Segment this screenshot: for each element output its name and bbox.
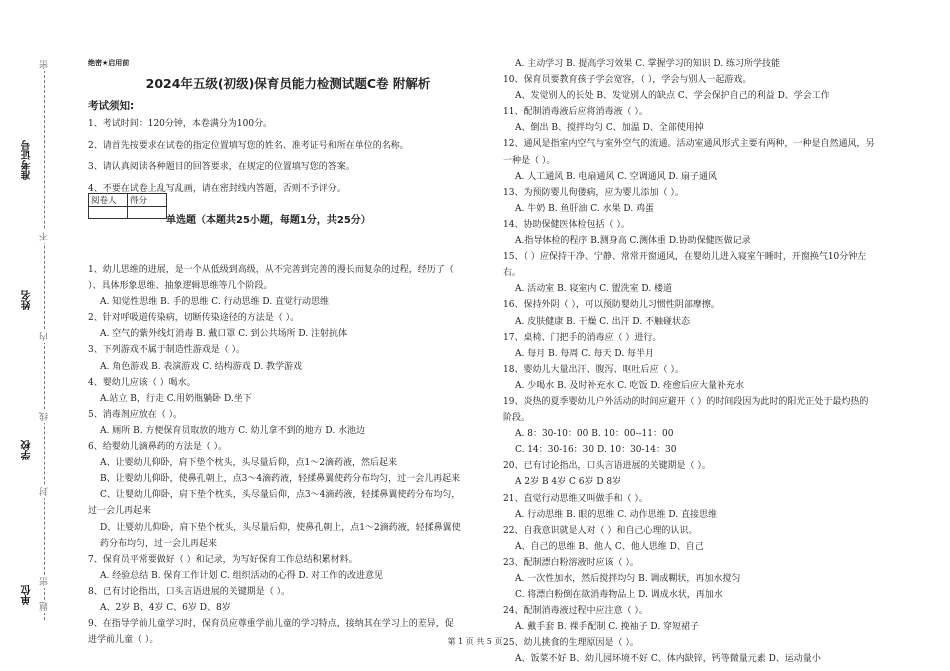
page-footer: 第 1 页 共 5 页 [447,637,503,646]
question-text: 阶段。 [503,413,531,424]
question-text: 过一会儿再起来 [88,506,152,517]
question-option: A. 戴手套 B. 裸手配制 C. 挽袖子 D. 穿短裙子 [515,622,700,633]
question-option: A、2岁 B、4岁 C、6岁 D、8岁 [100,602,231,613]
question-option: A、倒出 B、搅拌均匀 C、加温 D、全部使用掉 [515,123,704,134]
question-option: A 2岁 B 4岁 C 6岁 D 8岁 [515,477,622,488]
notice-item: 3、请认真阅读各种题目的回答要求，在规定的位置填写您的答案。 [88,162,355,172]
question-option: C、让婴幼儿仰卧，肩下垫个枕头，头尽量后仰，点3～4滴药液，轻揉鼻翼使药分布均匀， [100,490,461,501]
question-option: C. 14：30-16：30 D. 10：30-14：30 [515,445,677,456]
question-text: 13、为预防婴儿佝偻病，应为婴儿添加（ ）。 [503,187,684,198]
question-option: A. 人工通风 B. 电扇通风 C. 空调通风 D. 扇子通风 [515,171,718,182]
question-option: A.指导体检的程序 B.测身高 C.测体重 D.协助保健医做记录 [515,236,751,247]
question-option: C. 将漂白粉倒在欲消毒物品上 D. 调成水状，再加水 [515,590,723,601]
score-table [88,193,167,219]
question-text: 10、保育员要教育孩子学会宽容，（ ），学会与别人一起游戏。 [503,75,752,86]
question-text: 一种是（ ）。 [503,155,556,166]
question-text: 9、在指导学前儿童学习时，保育员应尊重学前儿童的学习特点，接纳其在学习上的差异，促 [88,619,454,630]
notice-item: 2、请首先按要求在试卷的指定位置填写您的姓名、准考证号和所在单位的名称。 [88,140,409,151]
question-text: 22、自我意识就是人对（ ）和自己心理的认识。 [503,525,698,536]
question-option: A、让婴幼儿仰卧，肩下垫个枕头，头尽量后仰，点1～2滴药液，然后起来 [100,458,397,469]
question-option: A. 皮肤健康 B. 干燥 C. 出汗 D. 不触碰状态 [515,316,691,327]
question-option: A、饭菜不好 B、幼儿园环境不好 C、体内缺锌，钙等微量元素 D、运动量小 [515,654,821,665]
question-text: 17、桌椅、门把手的消毒应（ ）进行。 [503,332,662,343]
question-text: 25、幼儿挑食的生理原因是（ ）。 [503,638,639,649]
seal-mark: 内 [40,332,50,341]
question-option: A. 空气的紫外线灯消毒 B. 戴口罩 C. 到公共场所 D. 注射抗体 [100,329,348,340]
left-question-column [88,262,488,648]
question-option: A. 少喝水 B. 及时补充水 C. 吃饭 D. 痊愈后应大量补充水 [515,380,745,391]
question-text: 20、已有讨论指出，口头言语进展的关键期是（ ）。 [503,461,711,472]
secret-label: 绝密★启用前 [88,59,130,67]
page-title: 2024年五级(初级)保育员能力检测试题C卷 附解析 [145,76,431,91]
right-question-column [503,56,935,668]
question-text: 8、已有讨论指出，口头言语进展的关键期是（ ）。 [88,586,291,597]
question-text: 6、给婴幼儿滴鼻药的方法是（ ）。 [88,442,228,453]
question-option: A. 行动思维 B. 眼的思维 C. 动作思维 D. 直接思维 [515,509,718,520]
question-text: ）、具体形象思维、抽象逻辑思维等几个阶段。 [88,281,273,292]
question-option: A. 经验总结 B. 保育工作计划 C. 组织活动的心得 D. 对工作的改进意见 [100,570,384,581]
label-unit: 单位 [22,585,33,605]
notice-item: 1、考试时间：120分钟，本卷满分为100分。 [88,119,273,129]
seal-mark: 不 [40,232,50,241]
grader-cell: 阅卷人 [89,194,128,207]
question-option: A. 角色游戏 B. 表演游戏 C. 结构游戏 D. 教学游戏 [100,361,303,372]
seal-mark: 线 [40,412,50,421]
question-option: B、让婴幼儿仰卧，使鼻孔朝上，点3～4滴药液，轻揉鼻翼使药分布均匀，过一会儿再起来 [100,474,461,485]
score-cell: 得分 [128,194,167,207]
question-text: 16、保持外阴（ ），可以预防婴幼儿习惯性阴部摩擦。 [503,300,720,311]
notice-item: 4、不要在试卷上乱写乱画，请在密封线内答题，否则不予评分。 [88,183,346,194]
question-text: 进学前儿童（ ）。 [88,635,159,646]
question-text: 2、针对呼吸道传染病，切断传染途径的方法是（ ）。 [88,313,300,324]
question-text: 1、幼儿思维的进展，是一个从低级到高级，从不完善到完善的漫长而复杂的过程，经历了（ [88,265,454,275]
question-option: A. 牛奶 B. 鱼肝油 C. 水果 D. 鸡蛋 [515,203,655,214]
question-option: A.站立 B，行走 C.用奶瓶躺卧 D.坐下 [100,393,252,404]
question-option: D、让婴幼儿仰卧，肩下垫个枕头，头尽量后仰，使鼻孔朝上，点1～2滴药液，轻揉鼻翼使 [100,522,461,533]
question-option: A. 厕所 B. 方便保育员取放的地方 C. 幼儿拿不到的地方 D. 水池边 [100,425,366,436]
question-option: A. 一次性加水，然后搅拌均匀 B. 调成糊状，再加水搅匀 [515,574,741,584]
question-text: 11、配制消毒液后应将消毒液（ ）。 [503,107,648,118]
grader-input-cell[interactable] [89,207,128,219]
seal-mark: 封 [40,487,50,496]
question-option: A. 8：30-10：00 B. 10：00--11：00 [515,429,674,440]
question-option: A. 主动学习 B. 提高学习效果 C. 掌握学习的知识 D. 练习所学技能 [515,59,781,69]
question-text: 3、下列游戏不属于制造性游戏是（ ）。 [88,345,246,356]
seal-mark: 密 [40,577,50,586]
question-text: 19、炎热的夏季婴幼儿户外活动的时间应避开（ ）的时间段因为此时的阳光正处于最灼热的 [503,396,869,407]
question-option: 药分布均匀，过一会儿再起来 [100,538,218,549]
question-option: A. 每月 B. 每周 C. 每天 D. 每半月 [515,348,655,359]
question-text: 12、通风是指室内空气与室外空气的流通。活动室通风形式主要有两种，一种是自然通风，另 [503,139,875,150]
question-text: 23、配制漂白粉溶液时应该（ ）。 [503,557,639,568]
question-text: 24、配制消毒液过程中应注意（ ）。 [503,606,648,617]
question-option: A、自己的思维 B、他人 C、他人思维 D、自己 [515,541,704,552]
label-school: 学校 [22,440,33,460]
question-text: 右。 [503,268,522,279]
notice-heading: 考试须知: [88,100,135,112]
score-input-cell[interactable] [128,207,167,219]
question-text: 4、婴幼儿应该（ ）喝水。 [88,377,196,388]
question-text: 14、协助保健医体检包括（ ）。 [503,219,630,230]
section-heading: 单选题（本题共25小题，每题1分，共25分） [166,215,371,226]
question-option: A、发觉别人的长处 B、发觉别人的缺点 C、学会保护自己的利益 D、学会工作 [515,91,830,102]
seal-mark: 密 [40,60,50,69]
seal-mark: 题 [40,602,50,611]
question-option: A. 活动室 B. 寝室内 C. 盥洗室 D. 楼道 [515,284,673,295]
binding-margin [0,0,78,671]
notice-list [88,116,488,202]
label-exam-number: 准考证号 [22,140,33,180]
question-option: A. 知觉性思维 B. 手的思维 C. 行动思维 D. 直觉行动思维 [100,297,330,308]
question-text: 5、消毒剂应放在（ ）。 [88,409,183,420]
label-name: 姓名 [22,290,33,310]
question-text: 15、（ ）应保持干净、宁静、常常开窗通风，在婴幼儿进入寝室午睡时，开窗换气10分钟左 [503,252,867,263]
question-text: 7、保育员平常要做好（ ）和记录，为写好保育工作总结积累材料。 [88,554,358,565]
question-text: 21、直觉行动思维又叫做手和（ ）。 [503,493,648,504]
question-text: 18、婴幼儿大量出汗、腹泻、呕吐后应（ ）。 [503,364,684,375]
